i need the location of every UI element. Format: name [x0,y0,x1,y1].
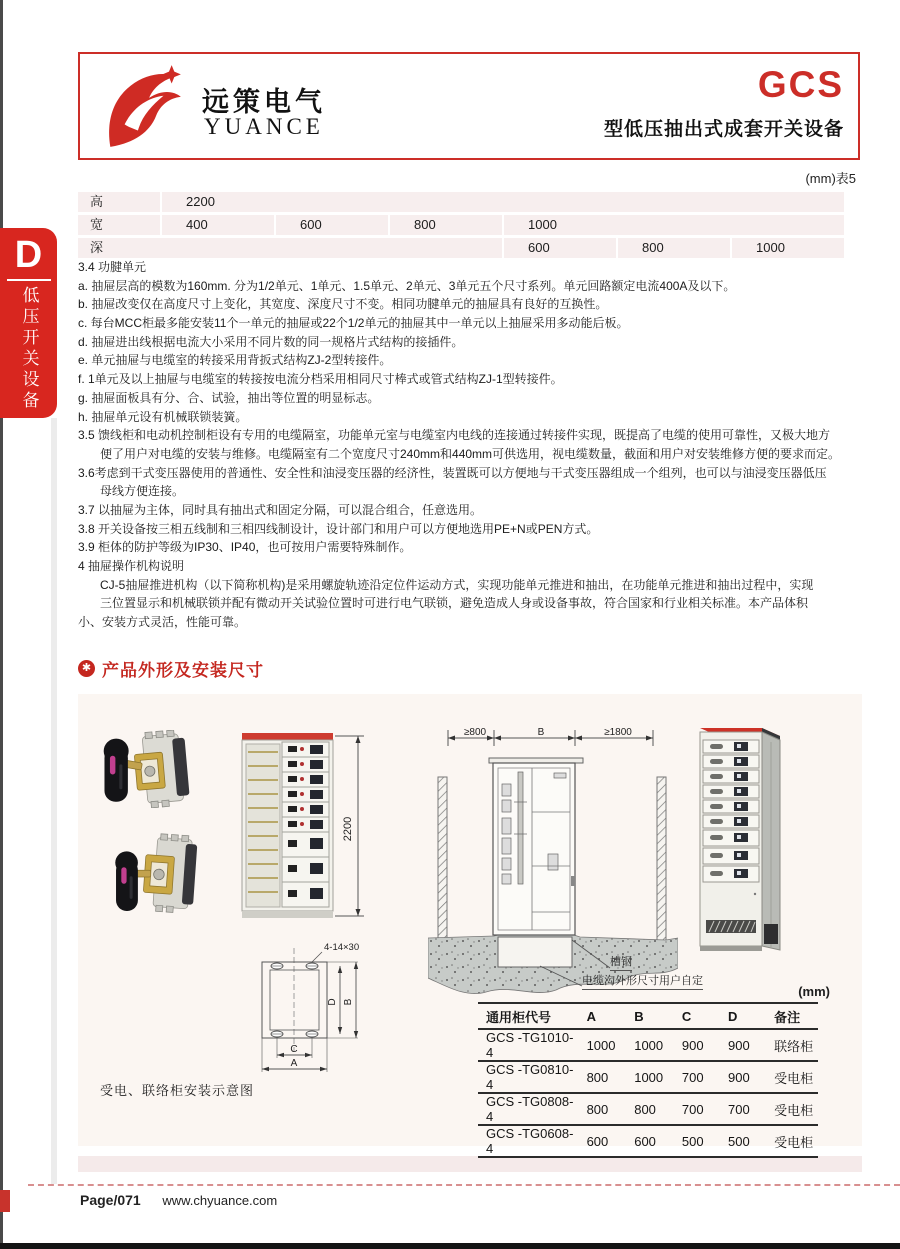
product-subtitle: 型低压抽出式成套开关设备 [603,119,844,140]
paragraph: CJ-5抽屉推进机构（以下简称机构)是采用螺旋轨迹沿定位件运动方式，实现功能单元推进和抽出，在功能单元推进和抽出过程中，实现 [100,577,814,592]
paragraph: h. 抽屉单元设有机械联锁装簧。 [78,409,248,424]
cell: 700 [676,1093,722,1125]
paragraph: 3.6考虑到干式变压器使用的普通性、安全性和油浸变压器的经济性，装置既可以方便地与干式变压器组成一个组列，也可以与油浸变压器低压 [78,465,827,480]
logo-chinese-name: 远策电气 [202,87,326,117]
cell: 800 [616,238,730,258]
col-header: D [722,1003,768,1029]
chapter-tab [0,228,57,418]
paragraph: a. 抽屉层高的模数为160mm. 分为1/2单元、1单元、1.5单元、2单元、3单元五个尺寸系列。单元回路额定电流400A及以下。 [78,278,736,293]
paragraph: 3.9 柜体的防护等级为IP30、IP40，也可按用户需要特殊制作。 [78,540,412,555]
cell-note: 受电柜 [768,1061,818,1093]
cell-code: GCS -TG0808-4 [478,1093,581,1125]
cell: 600 [502,238,616,258]
cell: 800 [581,1061,629,1093]
paragraph: 三位置显示和机械联锁并配有微动开关试验位置时可进行电气联锁，避免造成人身或设备事故，符合国家和行业相关标准。本产品体积 [100,596,809,611]
installation-drawing [428,716,678,1006]
paragraph: 3.8 开关设备按三相五线制和三相四线制设计，设计部门和用户可以方便地选用PE+N或PEN方式。 [78,521,599,536]
cell: 1000 [628,1029,676,1061]
cell: 700 [722,1093,768,1125]
cell-code: GCS -TG1010-4 [478,1029,581,1061]
cell: 800 [628,1093,676,1125]
wall-left [438,777,447,942]
cable-trench [498,937,572,967]
plan-dim-b: B [343,998,354,1006]
footer-divider [28,1184,900,1186]
dimension-table [78,192,844,261]
header [78,52,860,160]
breaker-photo-2 [110,828,208,920]
cell: 800 [388,215,502,235]
paragraph: 小、安装方式灵活，性能可靠。 [78,615,247,630]
paragraph: 3.4 功腱单元 [78,260,147,274]
plan-dim-d: D [327,998,338,1006]
cell: 1000 [502,215,616,235]
cell: 700 [676,1061,722,1093]
plan-dim-a: A [290,1058,298,1069]
paragraph: 3.5 馈线柜和电动机控制柜设有专用的电缆隔室，功能单元室与电缆室内电线的连接通过转接件实现，既提高了电缆的使用可靠性，又极大地方 [78,428,831,443]
figure-caption: 受电、联络柜安装示意图 [100,1083,255,1098]
section-title: 产品外形及安装尺寸 [102,661,264,680]
mcc-height-label: 2200 [342,816,354,842]
table-row [78,238,844,258]
install-dim-mid: B [537,727,545,738]
cell: 1000 [628,1061,676,1093]
chapter-label: 低压开关设备 [19,286,39,412]
cable-trench-label: 电缆沟外形尺寸用户自定 [582,972,703,990]
mounting-plan-drawing [250,940,380,1075]
cell: 2200 [160,192,274,212]
plan-dim-c: C [290,1044,298,1055]
cabinet-photo [692,722,802,962]
scan-edge-bottom [0,1243,900,1249]
yuance-logo-icon [96,59,188,151]
dim-table-note: (mm)表5 [805,171,856,186]
section-bullet-icon: ✱ [78,660,95,677]
table-row [478,1029,818,1061]
chapter-letter: D [14,234,43,276]
paragraph: 3.7 以抽屉为主体，同时具有抽出式和固定分隔，可以混合组合，任意选用。 [78,502,483,517]
cell: 1000 [730,238,844,258]
cell-note: 联络柜 [768,1029,818,1061]
row-label: 高 [90,194,104,209]
paragraph: g. 抽屉面板具有分、合、试验，抽出等位置的明显标志。 [78,390,380,405]
cell: 400 [160,215,274,235]
table-header-row [478,1003,818,1029]
cell: 500 [722,1125,768,1157]
cell: 500 [676,1125,722,1157]
panel-strip [78,1156,862,1172]
page-number: Page/071 [80,1192,141,1208]
tab-shadow [51,418,57,1184]
paragraph: e. 单元抽屉与电缆室的转接采用背扳式结构ZJ-2型转接件。 [78,353,392,368]
paragraph: d. 抽屉进出线根据电流大小采用不同片数的同一规格片式结构的接插件。 [78,334,464,349]
col-header: C [676,1003,722,1029]
paragraph: 便了用户对电缆的安装与维修。电缆隔室有二个宽度尺寸240mm和440mm可供选用，视电缆数量，截面和用户对安装维修方便的要求而定。 [100,446,841,461]
website-url: www.chyuance.com [162,1193,278,1208]
logo-english-name: YUANCE [204,114,324,139]
spec-table-unit: (mm) [798,984,830,999]
cell: 600 [581,1125,629,1157]
cell: 1000 [581,1029,629,1061]
paragraph: c. 每台MCC柜最多能安装11个一单元的抽屉或22个1/2单元的抽屉其中一单元以上抽屉采用多动能后板。 [78,316,629,331]
body-text [78,258,866,632]
mcc-cabinet-drawing [238,728,373,928]
wall-right [657,777,666,945]
paragraph: 4 抽屉操作机构说明 [78,559,185,573]
col-header: B [628,1003,676,1029]
slot-size-label: 4-14×30 [324,942,360,953]
paragraph: b. 抽屉改变仅在高度尺寸上变化，其宽度、深度尺寸不变。相同功腱单元的抽屉具有良好的互换性。 [78,297,608,312]
cell: 900 [722,1029,768,1061]
table-row [478,1125,818,1157]
cell-code: GCS -TG0608-4 [478,1125,581,1157]
footer [80,1192,277,1208]
tab-divider [7,279,51,281]
cell: 900 [676,1029,722,1061]
spec-table [478,1002,818,1158]
footer-red-marker [0,1190,10,1212]
col-header: 通用柜代号 [478,1003,581,1029]
channel-steel-label: 槽钢 [610,953,632,971]
install-dim-right: ≥1800 [604,727,632,738]
breaker-photo-1 [98,730,203,808]
product-code: GCS [757,64,844,105]
table-row [478,1093,818,1125]
table-row [478,1061,818,1093]
install-dim-left: ≥800 [463,727,487,738]
paragraph: f. 1单元及以上抽屉与电缆室的转接按电流分档采用相同尺寸棒式或管式结构ZJ-1型转接件。 [78,372,563,387]
table-row [78,192,844,212]
cell-note: 受电柜 [768,1125,818,1157]
row-label: 宽 [90,217,104,232]
cell-code: GCS -TG0810-4 [478,1061,581,1093]
cell: 600 [274,215,388,235]
cell: 900 [722,1061,768,1093]
col-header: A [581,1003,629,1029]
paragraph: 母线方便连接。 [100,484,185,499]
cell-note: 受电柜 [768,1093,818,1125]
scan-edge-left [0,0,3,1249]
cell: 800 [581,1093,629,1125]
row-label: 深 [90,240,104,255]
col-header: 备注 [768,1003,818,1029]
table-row [78,215,844,235]
section-header [78,656,264,681]
cell: 600 [628,1125,676,1157]
